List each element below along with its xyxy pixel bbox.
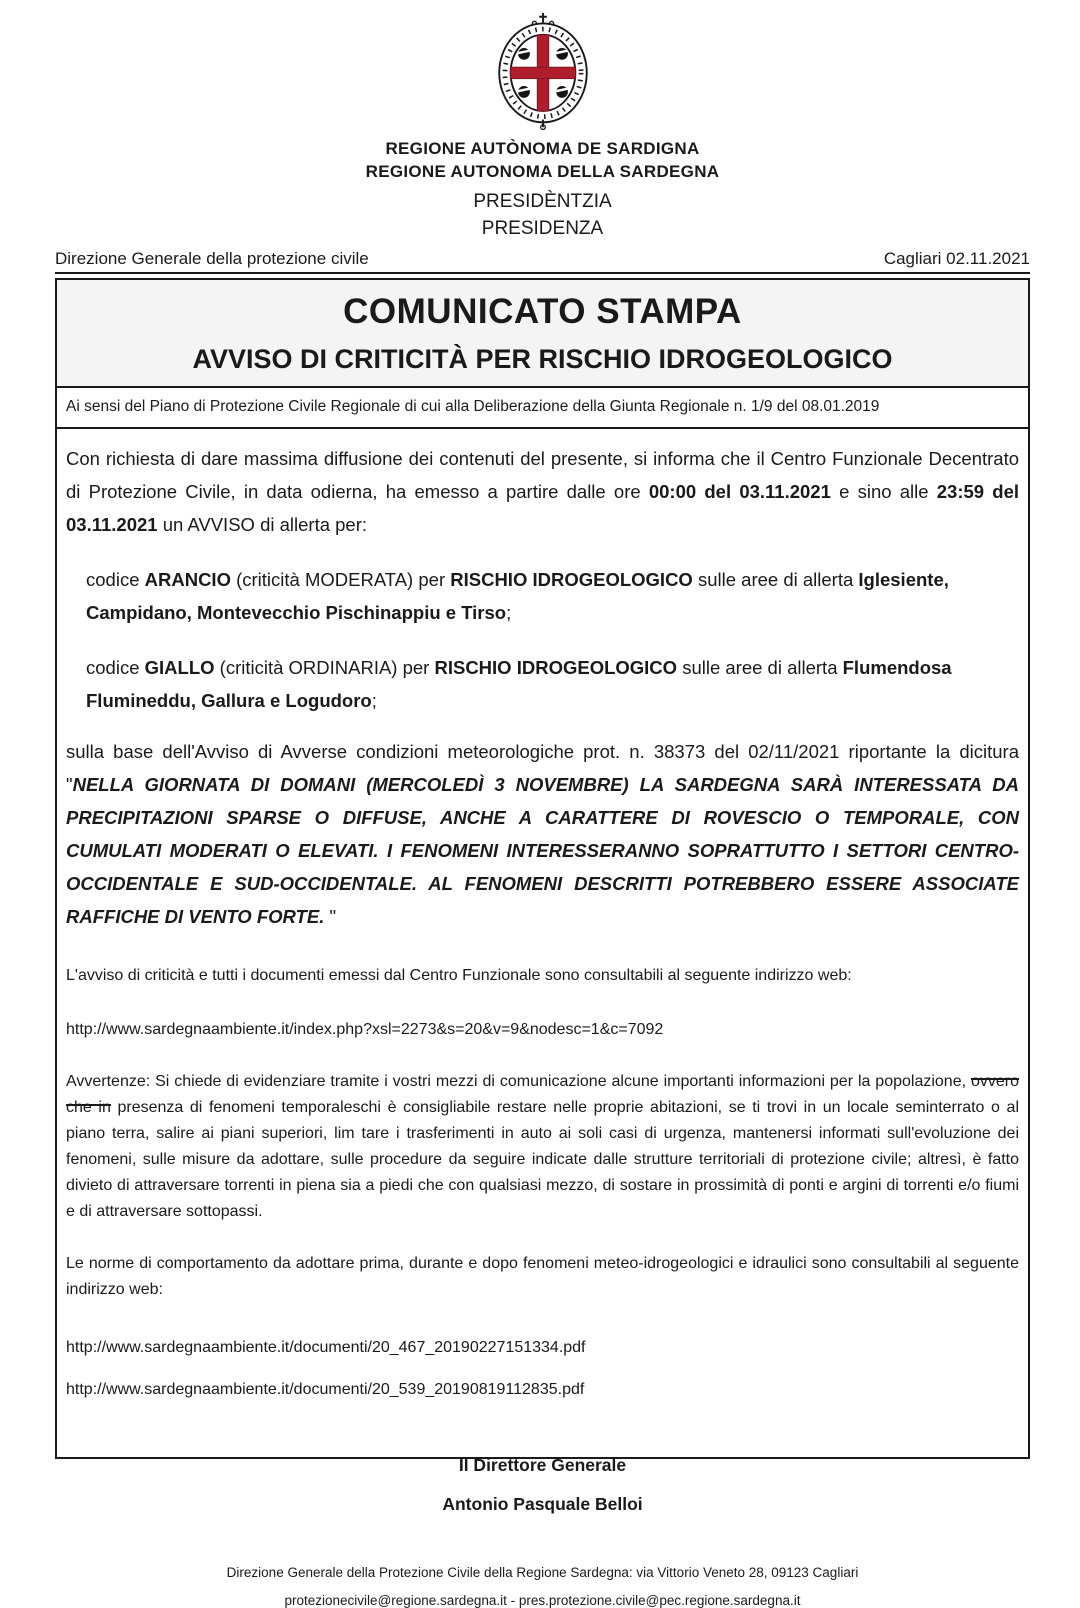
- text-segment: RISCHIO IDROGEOLOGICO: [450, 569, 693, 590]
- text-segment: (criticità ORDINARIA) per: [214, 657, 435, 678]
- text-segment: 23:59 del 03.11.2021: [66, 481, 1020, 535]
- text-segment: e sino alle: [830, 481, 937, 502]
- title-box: [55, 278, 1030, 388]
- text-segment: NELLA GIORNATA DI DOMANI (MERCOLEDÌ 3 NOVEMBRE) LA SARDEGNA SARÀ INTERESSATA DA PRECIPITAZIONI SPARSE O DIFFUSE, ANCHE A CARATTERE DI ROVESCIO O TEMPORALE, CON CUMULATI MODERATI O ELEVATI. I FENOMENI INTERESSERANNO SOPRATTUTTO I SETTORI CENTRO-OCCIDENTALE E SUD-OCCIDENTALE. AL FENOMENI DESCRITTI POTREBBERO ESSERE ASSOCIATE RAFFICHE DI VENTO FORTE.: [66, 774, 1019, 927]
- norms-pdf-link-2[interactable]: http://www.sardegnaambiente.it/documenti/20_539_20190819112835.pdf: [66, 1381, 585, 1398]
- text-segment: ;: [371, 690, 377, 711]
- norms-info-text: Le norme di comportamento da adottare prima, durante e dopo fenomeni meteo-idrogeologici e idraulici sono consultabili al seguente indirizzo web:: [66, 1255, 1019, 1298]
- weather-notice-paragraph: [66, 735, 1019, 933]
- presidency-sardinian: PRESIDÈNTZIA: [473, 191, 612, 212]
- letterhead: [55, 12, 1030, 242]
- text-segment: sulle aree di allerta: [677, 657, 843, 678]
- warnings-paragraph: [66, 1069, 1019, 1225]
- text-segment: Avvertenze: Si chiede di evidenziare tramite i vostri mezzi di comunicazione alcune importanti informazioni per la popolazione,: [66, 1073, 971, 1090]
- text-segment: GIALLO: [144, 657, 215, 678]
- legal-reference-text: Ai sensi del Piano di Protezione Civile Regionale di cui alla Deliberazione della Giunta Regionale n. 1/9 del 08.01.2019: [66, 398, 880, 415]
- legal-reference-box: [55, 386, 1030, 429]
- text-segment: Flumendosa Flumineddu, Gallura e Logudoro: [86, 657, 952, 711]
- main-content-box: [55, 427, 1030, 1608]
- document-subtitle: AVVISO DI CRITICITÀ PER RISCHIO IDROGEOLOGICO: [192, 344, 893, 374]
- norms-pdf-link-1[interactable]: http://www.sardegnaambiente.it/documenti/20_467_20190227151334.pdf: [66, 1339, 586, 1356]
- text-segment: sulla base dell'Avviso di Avverse condizioni meteorologiche prot. n. 38373 del 02/11/2021 riportante la dicitura ": [66, 741, 1019, 795]
- meta-row: [55, 249, 1030, 274]
- text-segment: ovvero che in: [66, 1073, 1019, 1116]
- alert-yellow-paragraph: [86, 651, 1019, 717]
- dateline: Cagliari 02.11.2021: [883, 249, 1030, 268]
- intro-paragraph: [66, 442, 1019, 541]
- documents-url-link[interactable]: http://www.sardegnaambiente.it/index.php?xsl=2273&s=20&v=9&nodesc=1&c=7092: [66, 1021, 664, 1038]
- region-name-italian: REGIONE AUTONOMA DELLA SARDEGNA: [365, 162, 720, 181]
- text-segment: codice: [86, 657, 145, 678]
- coat-of-arms-icon: [479, 12, 607, 130]
- alert-orange-paragraph: [86, 563, 1019, 629]
- text-segment: ": [324, 906, 337, 927]
- text-segment: ARANCIO: [144, 569, 231, 590]
- department-name: Direzione Generale della protezione civile: [55, 249, 369, 268]
- text-segment: ;: [506, 602, 512, 623]
- footer-address: Direzione Generale della Protezione Civile della Regione Sardegna: via Vittorio Veneto 28, 09123 Cagliari: [226, 1565, 859, 1580]
- text-segment: un AVVISO di allerta per:: [157, 514, 368, 535]
- text-segment: RISCHIO IDROGEOLOGICO: [434, 657, 678, 678]
- signature-name: Antonio Pasquale Belloi: [442, 1494, 643, 1514]
- sardinia-coat-of-arms-logo: [55, 12, 1030, 130]
- text-segment: presenza di fenomeni temporaleschi è consigliabile restare nelle proprie abitazioni, se ti trovi in un locale seminterrato o al piano terra, salire ai piani superiori, lim tare i trasferimenti in auto ai soli casi di urgenza, mantenersi informati sull'evoluzione dei fenomeni, sulle misure da adottare, sulle procedure da seguire indicate dalle strutture territoriali di protezione civile; altresì, è fatto divieto di attraversare torrenti in piena sia a piedi che con qualsiasi mezzo, di sostare in prossimità di ponti e argini di torrenti e/o fiumi e di attraversare sottopassi.: [66, 1099, 1019, 1220]
- text-segment: Con richiesta di dare massima diffusione dei contenuti del presente, si informa che il Centro Funzionale Decentrato di Protezione Civile, in data odierna, ha emesso a partire dalle ore: [66, 448, 1019, 502]
- document-title: COMUNICATO STAMPA: [343, 292, 742, 331]
- footer-emails: protezionecivile@regione.sardegna.it - pres.protezione.civile@pec.regione.sardegna.it: [284, 1593, 801, 1608]
- text-segment: 00:00 del 03.11.2021: [648, 481, 831, 502]
- presidency-italian: PRESIDENZA: [481, 218, 604, 239]
- text-segment: Iglesiente, Campidano, Montevecchio Pischinappiu e Tirso: [86, 569, 949, 623]
- signature-role: Il Direttore Generale: [458, 1455, 627, 1475]
- region-name-sardinian: REGIONE AUTÒNOMA DE SARDIGNA: [385, 139, 700, 158]
- documents-info-text: L'avviso di criticità e tutti i documenti emessi dal Centro Funzionale sono consultabili al seguente indirizzo web:: [66, 967, 852, 984]
- text-segment: codice: [86, 569, 145, 590]
- text-segment: sulle aree di allerta: [692, 569, 859, 590]
- text-segment: (criticità MODERATA) per: [230, 569, 451, 590]
